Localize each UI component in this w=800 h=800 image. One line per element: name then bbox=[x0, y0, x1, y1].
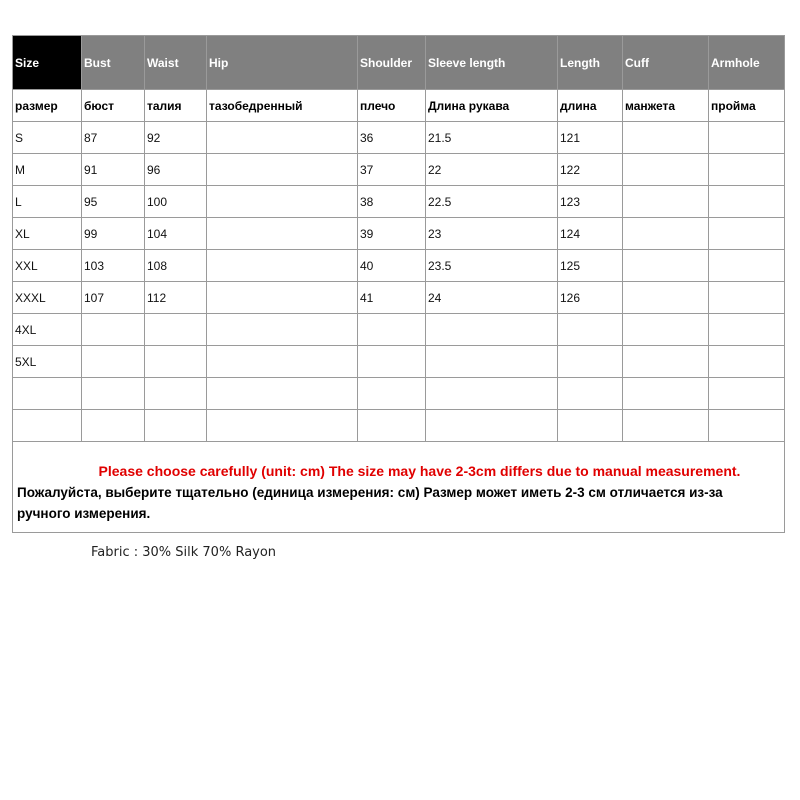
measurement-note-en: Please choose carefully (unit: cm) The size may have 2-3cm differs due to manual measurement. bbox=[98, 462, 741, 479]
table-row-cell-waist: 96 bbox=[145, 154, 207, 186]
header-row-en-cell-length: Length bbox=[558, 36, 623, 90]
fabric-composition: Fabric : 30% Silk 70% Rayon bbox=[91, 545, 277, 560]
table-row-cell-shoulder: 36 bbox=[358, 122, 426, 154]
table-row-cell-bust: 99 bbox=[82, 218, 145, 250]
table-row-cell-hip bbox=[207, 282, 358, 314]
table-row-cell-waist: 92 bbox=[145, 122, 207, 154]
table-row-cell-length: 121 bbox=[558, 122, 623, 154]
header-row-ru-cell-size: размер bbox=[13, 90, 82, 122]
table-row bbox=[13, 314, 785, 346]
table-row-cell-hip bbox=[207, 410, 358, 442]
table-row bbox=[13, 218, 785, 250]
header-row-en-cell-armhole: Armhole bbox=[709, 36, 785, 90]
table-row-cell-size bbox=[13, 410, 82, 442]
header-row-ru-cell-cuff: манжета bbox=[623, 90, 709, 122]
table-row-cell-sleeve-length: 23 bbox=[426, 218, 558, 250]
header-row-en-cell-size: Size bbox=[13, 36, 82, 90]
table-row-cell-hip bbox=[207, 218, 358, 250]
header-row-ru-cell-hip: тазобедренный bbox=[207, 90, 358, 122]
table-row-cell-bust: 103 bbox=[82, 250, 145, 282]
header-row-en-cell-bust: Bust bbox=[82, 36, 145, 90]
header-row-ru-cell-sleeve-length: Длина рукава bbox=[426, 90, 558, 122]
table-row-cell-shoulder: 39 bbox=[358, 218, 426, 250]
table-row-cell-shoulder: 38 bbox=[358, 186, 426, 218]
table-row-cell-shoulder: 37 bbox=[358, 154, 426, 186]
table-row-cell-hip bbox=[207, 346, 358, 378]
table-row-cell-armhole bbox=[709, 218, 785, 250]
table-row-cell-sleeve-length: 24 bbox=[426, 282, 558, 314]
header-row-en-cell-shoulder: Shoulder bbox=[358, 36, 426, 90]
table-row-cell-waist bbox=[145, 378, 207, 410]
table-row-cell-length: 122 bbox=[558, 154, 623, 186]
header-row-ru-cell-length: длина bbox=[558, 90, 623, 122]
note-row bbox=[13, 442, 785, 533]
table-row-cell-shoulder: 40 bbox=[358, 250, 426, 282]
table-row-cell-armhole bbox=[709, 282, 785, 314]
table-row bbox=[13, 282, 785, 314]
table-row-cell-size: 5XL bbox=[13, 346, 82, 378]
header-row-en-cell-cuff: Cuff bbox=[623, 36, 709, 90]
table-row-cell-cuff bbox=[623, 410, 709, 442]
table-row-cell-sleeve-length bbox=[426, 378, 558, 410]
table-row-cell-length bbox=[558, 346, 623, 378]
table-row-cell-armhole bbox=[709, 346, 785, 378]
table-row-cell-bust bbox=[82, 314, 145, 346]
table-row bbox=[13, 378, 785, 410]
table-row-cell-armhole bbox=[709, 154, 785, 186]
header-row-ru-cell-bust: бюст bbox=[82, 90, 145, 122]
table-row-cell-waist: 108 bbox=[145, 250, 207, 282]
table-row-cell-length bbox=[558, 410, 623, 442]
table-row-cell-armhole bbox=[709, 250, 785, 282]
table-row-cell-shoulder bbox=[358, 314, 426, 346]
table-row-cell-cuff bbox=[623, 154, 709, 186]
table-row-cell-bust: 95 bbox=[82, 186, 145, 218]
table-row-cell-sleeve-length bbox=[426, 314, 558, 346]
header-row-en-cell-waist: Waist bbox=[145, 36, 207, 90]
table-row-cell-waist bbox=[145, 410, 207, 442]
table-row-cell-hip bbox=[207, 314, 358, 346]
table-row-cell-size: XXL bbox=[13, 250, 82, 282]
table-row-cell-hip bbox=[207, 378, 358, 410]
table-row-cell-waist bbox=[145, 346, 207, 378]
table-row-cell-bust: 91 bbox=[82, 154, 145, 186]
table-row-cell-sleeve-length: 22.5 bbox=[426, 186, 558, 218]
table-row-cell-sleeve-length: 21.5 bbox=[426, 122, 558, 154]
header-row-ru-cell-shoulder: плечо bbox=[358, 90, 426, 122]
header-row-en-cell-sleeve-length: Sleeve length bbox=[426, 36, 558, 90]
table-row-cell-length bbox=[558, 314, 623, 346]
table-row-cell-size: M bbox=[13, 154, 82, 186]
table-row-cell-size: L bbox=[13, 186, 82, 218]
table-row bbox=[13, 154, 785, 186]
table-row-cell-hip bbox=[207, 122, 358, 154]
table-row-cell-length: 124 bbox=[558, 218, 623, 250]
table-row-cell-armhole bbox=[709, 410, 785, 442]
table-row-cell-shoulder bbox=[358, 346, 426, 378]
table-row-cell-cuff bbox=[623, 314, 709, 346]
header-row-ru-cell-waist: талия bbox=[145, 90, 207, 122]
header-row-ru-cell-armhole: пройма bbox=[709, 90, 785, 122]
table-row bbox=[13, 346, 785, 378]
table-row-cell-armhole bbox=[709, 314, 785, 346]
table-row-cell-sleeve-length bbox=[426, 410, 558, 442]
table-row bbox=[13, 122, 785, 154]
table-row-cell-sleeve-length bbox=[426, 346, 558, 378]
table-row-cell-armhole bbox=[709, 186, 785, 218]
table-row-cell-waist: 112 bbox=[145, 282, 207, 314]
table-row bbox=[13, 250, 785, 282]
header-row-ru bbox=[13, 90, 785, 122]
table-row-cell-cuff bbox=[623, 346, 709, 378]
table-row-cell-waist bbox=[145, 314, 207, 346]
table-row-cell-shoulder bbox=[358, 410, 426, 442]
table-row-cell-armhole bbox=[709, 378, 785, 410]
measurement-note-ru: Пожалуйста, выберите тщательно (единица измерения: см) Размер может иметь 2-3 см отличается из-за ручного измерения. bbox=[17, 484, 723, 521]
table-row-cell-shoulder bbox=[358, 378, 426, 410]
header-row-en bbox=[13, 36, 785, 90]
table-row-cell-size: S bbox=[13, 122, 82, 154]
table-row-cell-bust: 87 bbox=[82, 122, 145, 154]
size-chart-table bbox=[12, 35, 785, 533]
table-row-cell-shoulder: 41 bbox=[358, 282, 426, 314]
table-row-cell-cuff bbox=[623, 250, 709, 282]
table-row-cell-waist: 104 bbox=[145, 218, 207, 250]
table-row-cell-length bbox=[558, 378, 623, 410]
table-row-cell-cuff bbox=[623, 282, 709, 314]
table-row-cell-cuff bbox=[623, 378, 709, 410]
table-row-cell-size bbox=[13, 378, 82, 410]
table-row-cell-bust bbox=[82, 346, 145, 378]
table-row-cell-armhole bbox=[709, 122, 785, 154]
table-row-cell-cuff bbox=[623, 218, 709, 250]
table-row-cell-waist: 100 bbox=[145, 186, 207, 218]
table-row-cell-size: XL bbox=[13, 218, 82, 250]
table-row bbox=[13, 186, 785, 218]
table-row-cell-size: 4XL bbox=[13, 314, 82, 346]
table-row-cell-size: XXXL bbox=[13, 282, 82, 314]
table-row-cell-sleeve-length: 23.5 bbox=[426, 250, 558, 282]
table-row-cell-cuff bbox=[623, 122, 709, 154]
header-row-en-cell-hip: Hip bbox=[207, 36, 358, 90]
table-row-cell-cuff bbox=[623, 186, 709, 218]
table-row bbox=[13, 410, 785, 442]
table-row-cell-bust bbox=[82, 410, 145, 442]
table-row-cell-length: 126 bbox=[558, 282, 623, 314]
table-row-cell-hip bbox=[207, 154, 358, 186]
table-row-cell-hip bbox=[207, 250, 358, 282]
table-row-cell-hip bbox=[207, 186, 358, 218]
table-row-cell-bust: 107 bbox=[82, 282, 145, 314]
table-row-cell-bust bbox=[82, 378, 145, 410]
table-row-cell-sleeve-length: 22 bbox=[426, 154, 558, 186]
note-cell bbox=[13, 442, 785, 533]
table-row-cell-length: 125 bbox=[558, 250, 623, 282]
table-row-cell-length: 123 bbox=[558, 186, 623, 218]
